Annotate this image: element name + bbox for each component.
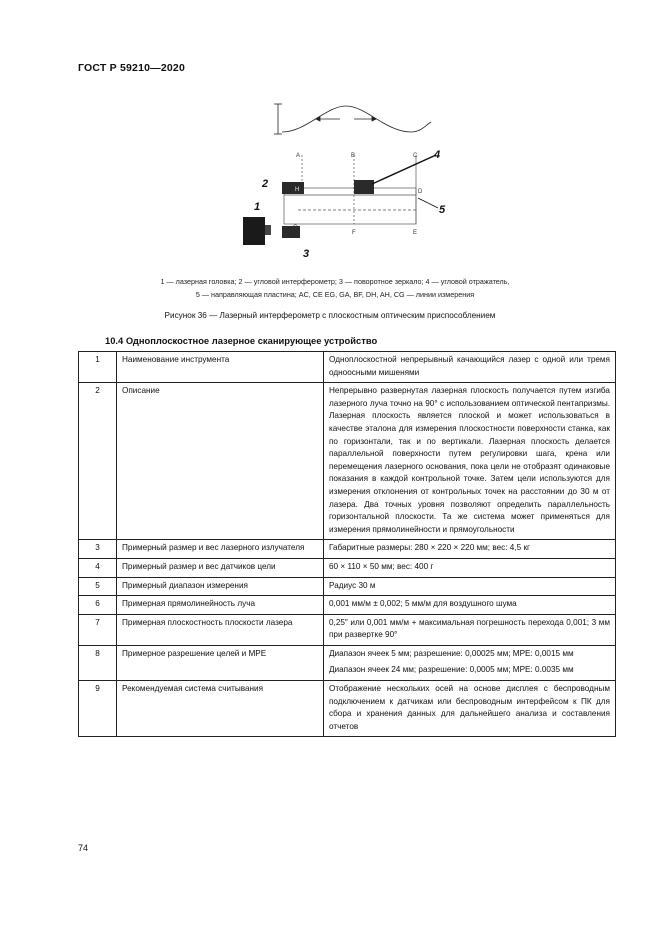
laser-head: [243, 217, 265, 245]
row-value: [324, 645, 616, 680]
angular-interferometer: [282, 182, 304, 194]
figure-legend: [100, 276, 570, 301]
row-parameter: Примерное разрешение целей и MPE: [117, 645, 324, 680]
spec-table: [78, 351, 616, 737]
callout-5: 5: [439, 204, 446, 216]
angular-reflector: [354, 180, 374, 194]
row-parameter: Примерная плоскостность плоскости лазера: [117, 614, 324, 645]
row-value: [324, 540, 616, 559]
interferometer-figure: [236, 100, 456, 260]
row-parameter: Примерный диапазон измерения: [117, 577, 324, 596]
row-number: 8: [79, 645, 117, 680]
figure-caption: Рисунок 36 — Лазерный интерферометр с плоскостным оптическим приспособлением: [164, 311, 496, 320]
table-row: [79, 558, 616, 577]
value-paragraph: Габаритные размеры: 280 × 220 × 220 мм; вес: 4,5 кг: [329, 543, 531, 553]
callout-1: 1: [254, 201, 261, 213]
value-paragraph: Одноплоскостной непрерывный качающийся лазер с одной или тремя одноосными мишенями: [329, 355, 610, 377]
value-paragraph: 0,001 мм/м ± 0,002; 5 мм/м для воздушного шума: [329, 599, 517, 609]
row-value: [324, 596, 616, 615]
row-value: [324, 383, 616, 540]
value-paragraph: Радиус 30 м: [329, 580, 376, 590]
value-paragraph: Диапазон ячеек 24 мм; разрешение: 0,0005 мм; MPE: 0.0035 мм: [329, 665, 574, 675]
row-number: 4: [79, 558, 117, 577]
row-number: 5: [79, 577, 117, 596]
callout-5-leader: [418, 198, 438, 208]
point-label-f: F: [352, 230, 356, 236]
row-parameter: Рекомендуемая система считывания: [117, 681, 324, 737]
row-number: 1: [79, 352, 117, 383]
section-title: 10.4 Одноплоскостное лазерное сканирующее устройство: [105, 335, 378, 346]
row-parameter: Описание: [117, 383, 324, 540]
value-paragraph: 0,25″ или 0,001 мм/м + максимальная погрешность перехода 0,001; 3 мм при развертке 90°: [329, 617, 610, 640]
point-label-h: H: [295, 187, 300, 193]
row-value: [324, 614, 616, 645]
row-number: 2: [79, 383, 117, 540]
callout-4-leader: [372, 155, 436, 184]
row-value: [324, 352, 616, 383]
table-row: [79, 681, 616, 737]
row-number: 7: [79, 614, 117, 645]
point-label-a: A: [296, 153, 301, 159]
page-number: 74: [78, 843, 89, 853]
value-paragraph: 60 × 110 × 50 мм; вес: 400 г: [329, 561, 434, 571]
row-number: 9: [79, 681, 117, 737]
row-value: [324, 681, 616, 737]
row-parameter: Примерный размер и вес лазерного излучателя: [117, 540, 324, 559]
point-label-d: D: [418, 189, 423, 195]
document-header: ГОСТ Р 59210—2020: [78, 62, 186, 74]
table-row: [79, 596, 616, 615]
table-row: [79, 577, 616, 596]
callout-2: 2: [262, 178, 269, 190]
point-label-c: C: [413, 153, 418, 159]
point-label-b: B: [351, 153, 356, 159]
point-label-g: G: [293, 225, 298, 231]
table-row: [79, 352, 616, 383]
row-number: 6: [79, 596, 117, 615]
row-parameter: Примерный размер и вес датчиков цели: [117, 558, 324, 577]
table-row: [79, 645, 616, 680]
row-parameter: Наименование инструмента: [117, 352, 324, 383]
row-value: [324, 577, 616, 596]
table-row: [79, 540, 616, 559]
value-paragraph: Непрерывно развернутая лазерная плоскость получается путем изгиба лазерного луча точно на 90° с использованием оптической пентапризмы. Лазерная плоскость является плоской и может использоваться в качестве эталона для измерения плоскостности поверхности станка, как по горизонтали, так и по вертикали. Лазерная плоскость делается параллельной поверхности путем регулировки шага, крена или перемещения лазерного основания, пока цели не отобразят одинаковые показания в каждой контрольной точке. Затем цели используются для измерения отклонения от контрольных точек на расстоянии до 30 м от лазера. Два точных уровня позволяют определить параллельность горизонтальной плоскости. Та же система может применяться для измерения прямолинейности и прямоугольности: [329, 386, 610, 534]
callout-4: 4: [434, 149, 441, 161]
point-label-e: E: [413, 230, 418, 236]
row-value: [324, 558, 616, 577]
table-row: [79, 383, 616, 540]
legend-line-2: 5 — направляющая пластина; AC, CE EG, GA, BF, DH, AH, CG — линии измерения: [195, 289, 475, 299]
wave-diagram: [274, 104, 431, 134]
legend-line-1: 1 — лазерная головка; 2 — угловой интерферометр; 3 — поворотное зеркало; 4 — угловой отражатель,: [160, 277, 510, 286]
table-row: [79, 614, 616, 645]
callout-3: 3: [303, 248, 310, 260]
value-paragraph: Отображение нескольких осей на основе дисплея с беспроводным подключением к датчикам или беспроводным интерфейсом к ПК для сбора и хранения данных для дальнейшего анализа и составления отчетов: [329, 684, 610, 731]
row-parameter: Примерная прямолинейность луча: [117, 596, 324, 615]
laser-head-aperture: [265, 225, 271, 235]
value-paragraph: Диапазон ячеек 5 мм; разрешение: 0,00025 мм; MPE: 0,0015 мм: [329, 648, 574, 658]
row-number: 3: [79, 540, 117, 559]
